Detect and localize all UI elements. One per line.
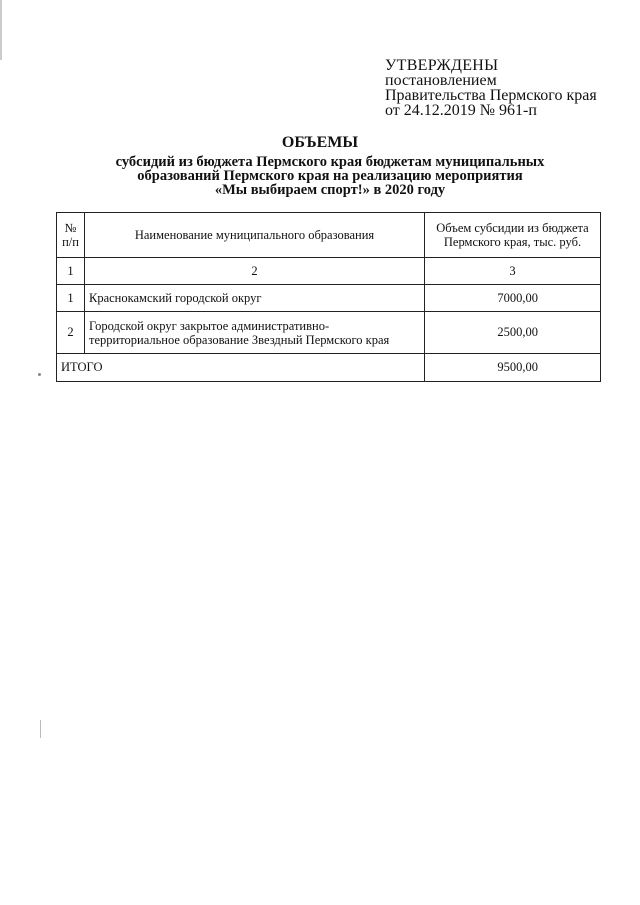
approval-line-2: Правительства Пермского края xyxy=(385,87,597,104)
row-amount: 2500,00 xyxy=(425,312,601,354)
table-row xyxy=(57,285,601,312)
total-row xyxy=(57,354,601,382)
column-number-1: 1 xyxy=(57,258,85,285)
subtitle-line-2: образований Пермского края на реализацию мероприятия xyxy=(137,168,523,184)
approval-line-3: от 24.12.2019 № 961-п xyxy=(385,102,537,119)
approval-line-1: постановлением xyxy=(385,72,497,89)
header-name: Наименование муниципального образования xyxy=(85,213,425,258)
column-number-row xyxy=(57,258,601,285)
row-amount: 7000,00 xyxy=(425,285,601,312)
document-title: ОБЪЕМЫ xyxy=(281,134,359,151)
row-num: 2 xyxy=(57,312,85,354)
approval-stamp xyxy=(385,58,597,118)
header-num: № п/п xyxy=(57,213,85,258)
row-name: Краснокамский городской округ xyxy=(85,285,425,312)
subtitle-line-3: «Мы выбираем спорт!» в 2020 году xyxy=(214,182,446,198)
header-amount: Объем субсидии из бюджета Пермского края, тыс. руб. xyxy=(425,213,601,258)
row-num: 1 xyxy=(57,285,85,312)
row-name: Городской округ закрытое административно-территориальное образование Звездный Пермского края xyxy=(85,312,425,354)
subsidy-table xyxy=(56,212,601,382)
subtitle-line-1: субсидий из бюджета Пермского края бюджетам муниципальных xyxy=(115,154,545,170)
total-amount: 9500,00 xyxy=(425,354,601,382)
table-header-row xyxy=(57,213,601,258)
column-number-2: 2 xyxy=(85,258,425,285)
total-label: ИТОГО xyxy=(57,354,425,382)
approval-heading: УТВЕРЖДЕНЫ xyxy=(385,57,499,74)
table-row xyxy=(57,312,601,354)
column-number-3: 3 xyxy=(425,258,601,285)
document-subtitle xyxy=(80,155,580,197)
scan-edge-mark xyxy=(0,0,2,60)
scan-margin-mark xyxy=(38,373,41,376)
scan-margin-line xyxy=(40,720,41,738)
